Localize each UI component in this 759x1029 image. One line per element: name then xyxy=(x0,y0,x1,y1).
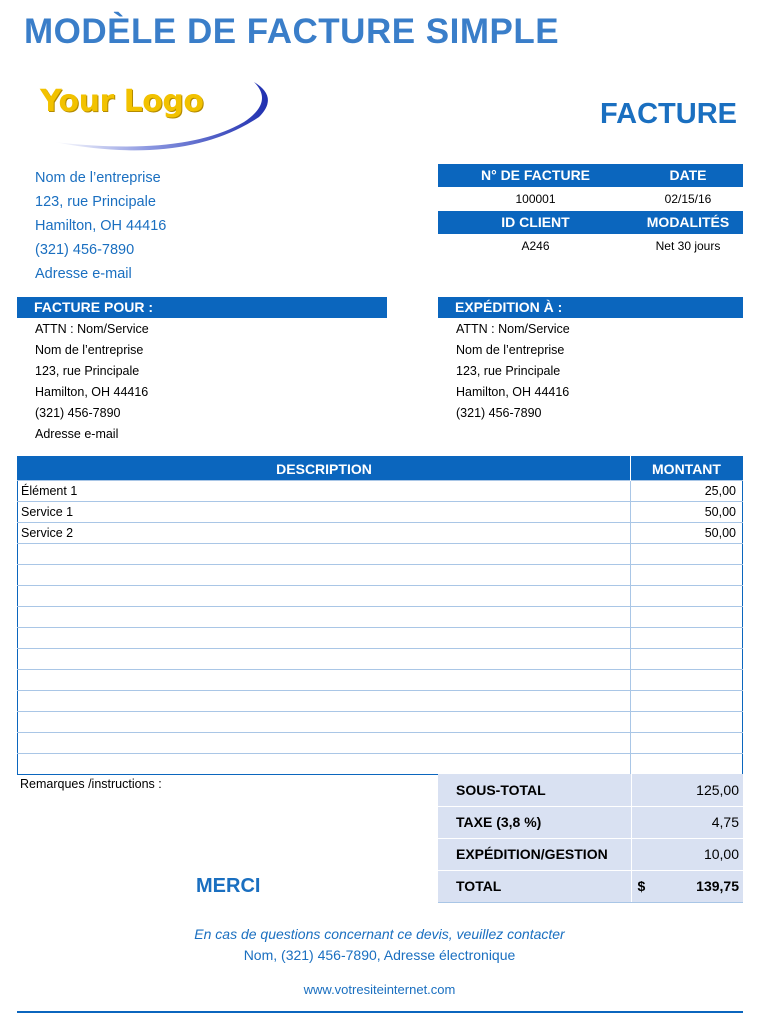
item-amount[interactable] xyxy=(631,586,743,607)
item-description[interactable]: Service 2 xyxy=(18,523,631,544)
bottom-divider xyxy=(17,1011,743,1013)
invoice-meta xyxy=(438,164,743,258)
tax-value[interactable]: 4,75 xyxy=(631,806,743,838)
table-row xyxy=(18,712,743,733)
item-amount[interactable] xyxy=(631,544,743,565)
item-description[interactable] xyxy=(18,691,631,712)
company-info xyxy=(35,168,166,288)
document-type: FACTURE xyxy=(600,98,737,130)
table-row xyxy=(18,481,743,502)
invoice-number-label: N° DE FACTURE xyxy=(480,167,591,183)
item-description[interactable] xyxy=(18,628,631,649)
item-description[interactable] xyxy=(18,586,631,607)
logo xyxy=(34,72,284,162)
table-row xyxy=(18,733,743,754)
bill-to-street: 123, rue Principale xyxy=(35,364,140,378)
meta-header-row-2 xyxy=(438,211,743,234)
table-row xyxy=(18,649,743,670)
terms-value[interactable]: Net 30 jours xyxy=(655,239,721,253)
shipping-row xyxy=(438,838,743,870)
currency-symbol: $ xyxy=(637,878,646,894)
meta-header-row-1 xyxy=(438,164,743,187)
total-value: 139,75 xyxy=(696,878,739,894)
shipping-label: EXPÉDITION/GESTION xyxy=(438,838,631,870)
item-description[interactable]: Service 1 xyxy=(18,502,631,523)
total-cell xyxy=(631,870,743,902)
bill-to-phone: (321) 456-7890 xyxy=(35,406,121,420)
client-id-label: ID CLIENT xyxy=(501,214,570,230)
item-amount[interactable]: 50,00 xyxy=(631,523,743,544)
table-row xyxy=(18,502,743,523)
item-amount[interactable] xyxy=(631,754,743,775)
item-description[interactable] xyxy=(18,565,631,586)
item-amount[interactable] xyxy=(631,733,743,754)
date-value[interactable]: 02/15/16 xyxy=(664,192,712,206)
table-row xyxy=(18,691,743,712)
line-items-header xyxy=(18,457,743,481)
subtotal-value: 125,00 xyxy=(631,774,743,806)
ship-to-city: Hamilton, OH 44416 xyxy=(456,385,570,399)
item-amount[interactable] xyxy=(631,628,743,649)
bill-to-address xyxy=(35,319,149,445)
item-amount[interactable] xyxy=(631,607,743,628)
table-row xyxy=(18,586,743,607)
item-description[interactable] xyxy=(18,712,631,733)
item-amount[interactable] xyxy=(631,565,743,586)
item-amount[interactable]: 25,00 xyxy=(631,481,743,502)
table-row xyxy=(18,670,743,691)
table-row xyxy=(18,544,743,565)
bill-to-attn: ATTN : Nom/Service xyxy=(35,322,149,336)
company-city: Hamilton, OH 44416 xyxy=(35,218,167,234)
table-row xyxy=(18,565,743,586)
shipping-value[interactable]: 10,00 xyxy=(631,838,743,870)
line-items-table xyxy=(17,456,743,775)
table-row xyxy=(18,754,743,775)
totals-table xyxy=(438,774,743,903)
meta-value-row-1 xyxy=(438,187,743,211)
item-description[interactable] xyxy=(18,754,631,775)
item-description[interactable] xyxy=(18,733,631,754)
item-description[interactable] xyxy=(18,670,631,691)
ship-to-name: Nom de l’entreprise xyxy=(456,343,565,357)
tax-label: TAXE (3,8 %) xyxy=(438,806,631,838)
description-column-header: DESCRIPTION xyxy=(18,457,631,481)
table-row xyxy=(18,607,743,628)
item-amount[interactable] xyxy=(631,712,743,733)
bill-to-name: Nom de l’entreprise xyxy=(35,343,144,357)
total-label: TOTAL xyxy=(438,870,631,902)
ship-to-phone: (321) 456-7890 xyxy=(456,406,542,420)
item-amount[interactable] xyxy=(631,670,743,691)
company-email: Adresse e-mail xyxy=(35,266,132,282)
company-phone: (321) 456-7890 xyxy=(35,242,135,258)
meta-value-row-2 xyxy=(438,234,743,258)
table-row xyxy=(18,523,743,544)
page-title: MODÈLE DE FACTURE SIMPLE xyxy=(24,12,560,51)
logo-text: Your Logo xyxy=(40,84,204,119)
contact-line-1: En cas de questions concernant ce devis, veuillez contacter xyxy=(194,926,565,942)
bill-to-city: Hamilton, OH 44416 xyxy=(35,385,149,399)
website-link[interactable]: www.votresiteinternet.com xyxy=(303,982,456,997)
tax-row xyxy=(438,806,743,838)
item-amount[interactable]: 50,00 xyxy=(631,502,743,523)
date-label: DATE xyxy=(669,167,707,183)
ship-to-street: 123, rue Principale xyxy=(456,364,561,378)
remarks-label: Remarques /instructions : xyxy=(20,777,162,791)
bill-to-email: Adresse e-mail xyxy=(35,427,119,441)
invoice-number-value[interactable]: 100001 xyxy=(515,192,556,206)
bill-to-header: FACTURE POUR : xyxy=(17,297,387,318)
item-description[interactable] xyxy=(18,649,631,670)
ship-to-attn: ATTN : Nom/Service xyxy=(456,322,570,336)
item-description[interactable] xyxy=(18,544,631,565)
contact-line-2: Nom, (321) 456-7890, Adresse électronique xyxy=(243,947,516,963)
terms-label: MODALITÉS xyxy=(646,214,730,230)
subtotal-row xyxy=(438,774,743,806)
thanks-text: MERCI xyxy=(196,875,261,897)
client-id-value[interactable]: A246 xyxy=(521,239,550,253)
subtotal-label: SOUS-TOTAL xyxy=(438,774,631,806)
company-name: Nom de l’entreprise xyxy=(35,170,161,186)
ship-to-header: EXPÉDITION À : xyxy=(438,297,743,318)
item-description[interactable] xyxy=(18,607,631,628)
table-row xyxy=(18,628,743,649)
item-description[interactable]: Élément 1 xyxy=(18,481,631,502)
company-address: 123, rue Principale xyxy=(35,194,156,210)
item-amount[interactable] xyxy=(631,649,743,670)
amount-column-header: MONTANT xyxy=(631,457,743,481)
total-row xyxy=(438,870,743,902)
item-amount[interactable] xyxy=(631,691,743,712)
ship-to-address xyxy=(456,319,570,424)
